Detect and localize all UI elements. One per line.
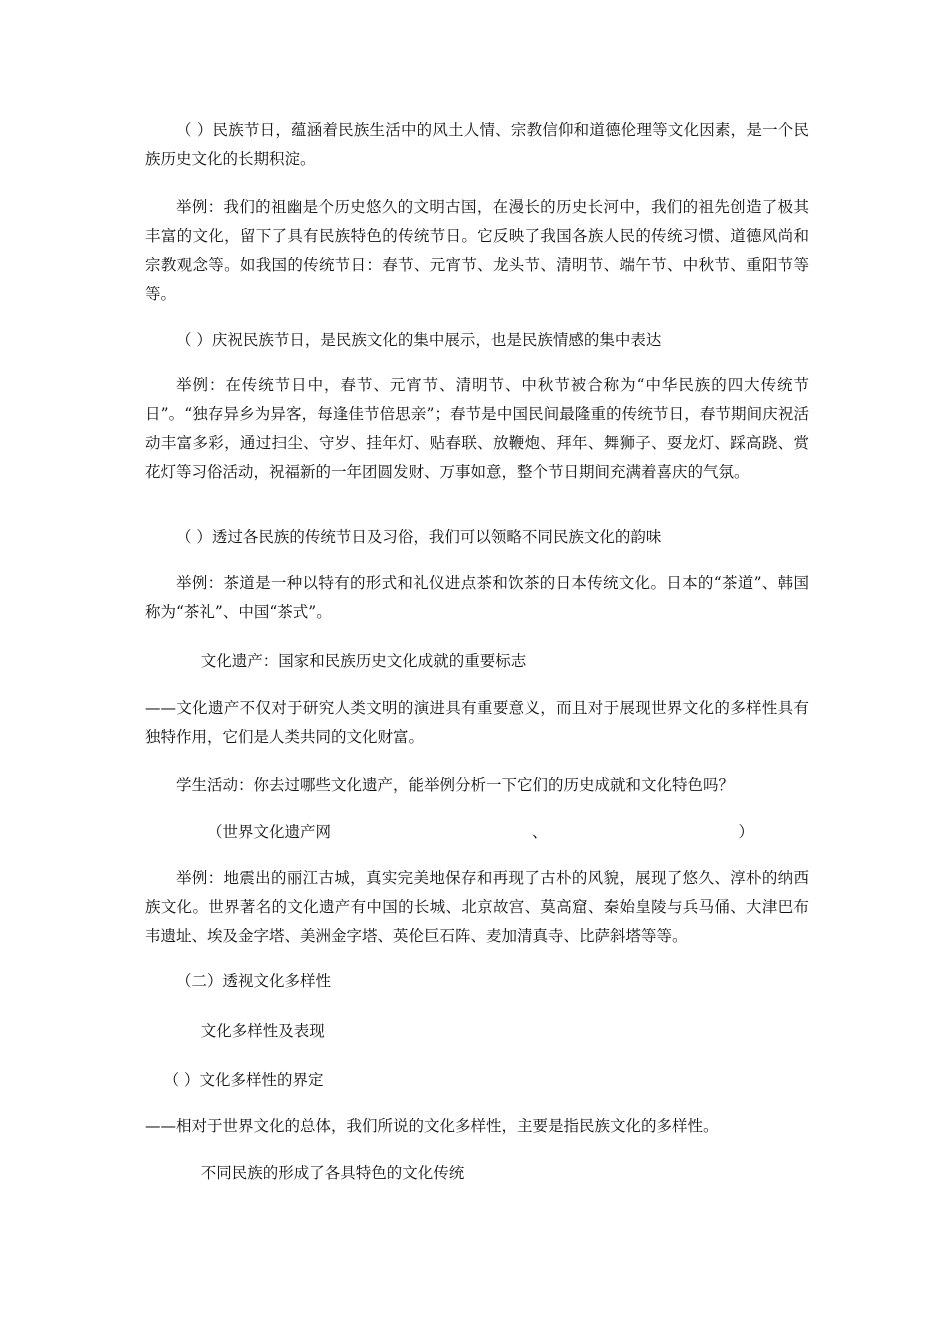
paragraph-student-activity: 学生活动：你去过哪些文化遗产，能举例分析一下它们的历史成就和文化特色吗？ xyxy=(176,776,735,794)
paragraph-example-spring-festival: 举例：在传统节日中，春节、元宵节、清明节、中秋节被合称为“中华民族的四大传统节日”。“独存异乡为异客，每逢佳节倍思亲”；春节是中国民间最隆重的传统节日，春节期间庆祝活动丰富多彩，通过扫尘、守岁、挂年灯、贴春联、放鞭炮、拜年、舞狮子、耍龙灯、踩高跷、赏花灯等习俗活动，祝福新的一年团圆发财、万事如意，整个节日期间充满着喜庆的气氛。 xyxy=(145,376,809,481)
heritage-website-separator: 、 xyxy=(532,823,548,841)
paragraph-example-traditional-festivals: 举例：我们的祖幽是个历史悠久的文明古国，在漫长的历史长河中，我们的祖先创造了极其丰富的文化，留下了具有民族特色的传统节日。它反映了我国各族人民的传统习惯、道德风尚和宗教观念等。如我国的传统节日：春节、元宵节、龙头节、清明节、端午节、中秋节、重阳节等等。 xyxy=(145,198,809,303)
paragraph-celebrating-festivals: （ ）庆祝民族节日，是民族文化的集中展示，也是民族情感的集中表达 xyxy=(176,331,662,349)
paragraph-cultural-heritage-meaning: ——文化遗产不仅对于研究人类文明的演进具有重要意义，而且对于展现世界文化的多样性具有独特作用，它们是人类共同的文化财富。 xyxy=(145,699,809,746)
paragraph-heritage-website xyxy=(145,818,809,847)
paragraph-festival-customs: （ ）透过各民族的传统节日及习俗，我们可以领略不同民族文化的韵味 xyxy=(176,528,662,546)
paragraph-ethnic-festivals: （ ）民族节日，蕴涵着民族生活中的风土人情、宗教信仰和道德伦理等文化因素，是一个民族历史文化的长期积淀。 xyxy=(145,121,809,168)
subheading-diversity-expression: 文化多样性及表现 xyxy=(200,1022,325,1040)
heritage-website-label: （世界文化遗产网 xyxy=(207,823,332,841)
paragraph-example-heritage-sites: 举例：地震出的丽江古城，真实完美地保存和再现了古朴的风貌，展现了悠久、淳朴的纳西族文化。世界著名的文化遗产有中国的长城、北京故宫、莫高窟、秦始皇陵与兵马俑、大津巴布韦遗址、埃及金字塔、美洲金字塔、英伦巨石阵、麦加清真寺、比萨斜塔等等。 xyxy=(145,869,809,945)
heritage-website-close: ） xyxy=(738,823,755,841)
paragraph-diversity-definition-heading: （ ）文化多样性的界定 xyxy=(163,1071,324,1089)
paragraph-example-tea-ceremony: 举例：茶道是一种以特有的形式和礼仪进点茶和饮茶的日本传统文化。日本的“茶道”、韩国称为“茶礼”、中国“茶式”。 xyxy=(145,574,809,621)
section-heading-cultural-diversity: （二）透视文化多样性 xyxy=(176,972,332,990)
paragraph-cultural-heritage-heading: 文化遗产：国家和民族历史文化成就的重要标志 xyxy=(200,652,527,670)
paragraph-distinct-traditions: 不同民族的形成了各具特色的文化传统 xyxy=(200,1164,465,1182)
paragraph-diversity-definition: ——相对于世界文化的总体，我们所说的文化多样性，主要是指民族文化的多样性。 xyxy=(145,1117,719,1135)
